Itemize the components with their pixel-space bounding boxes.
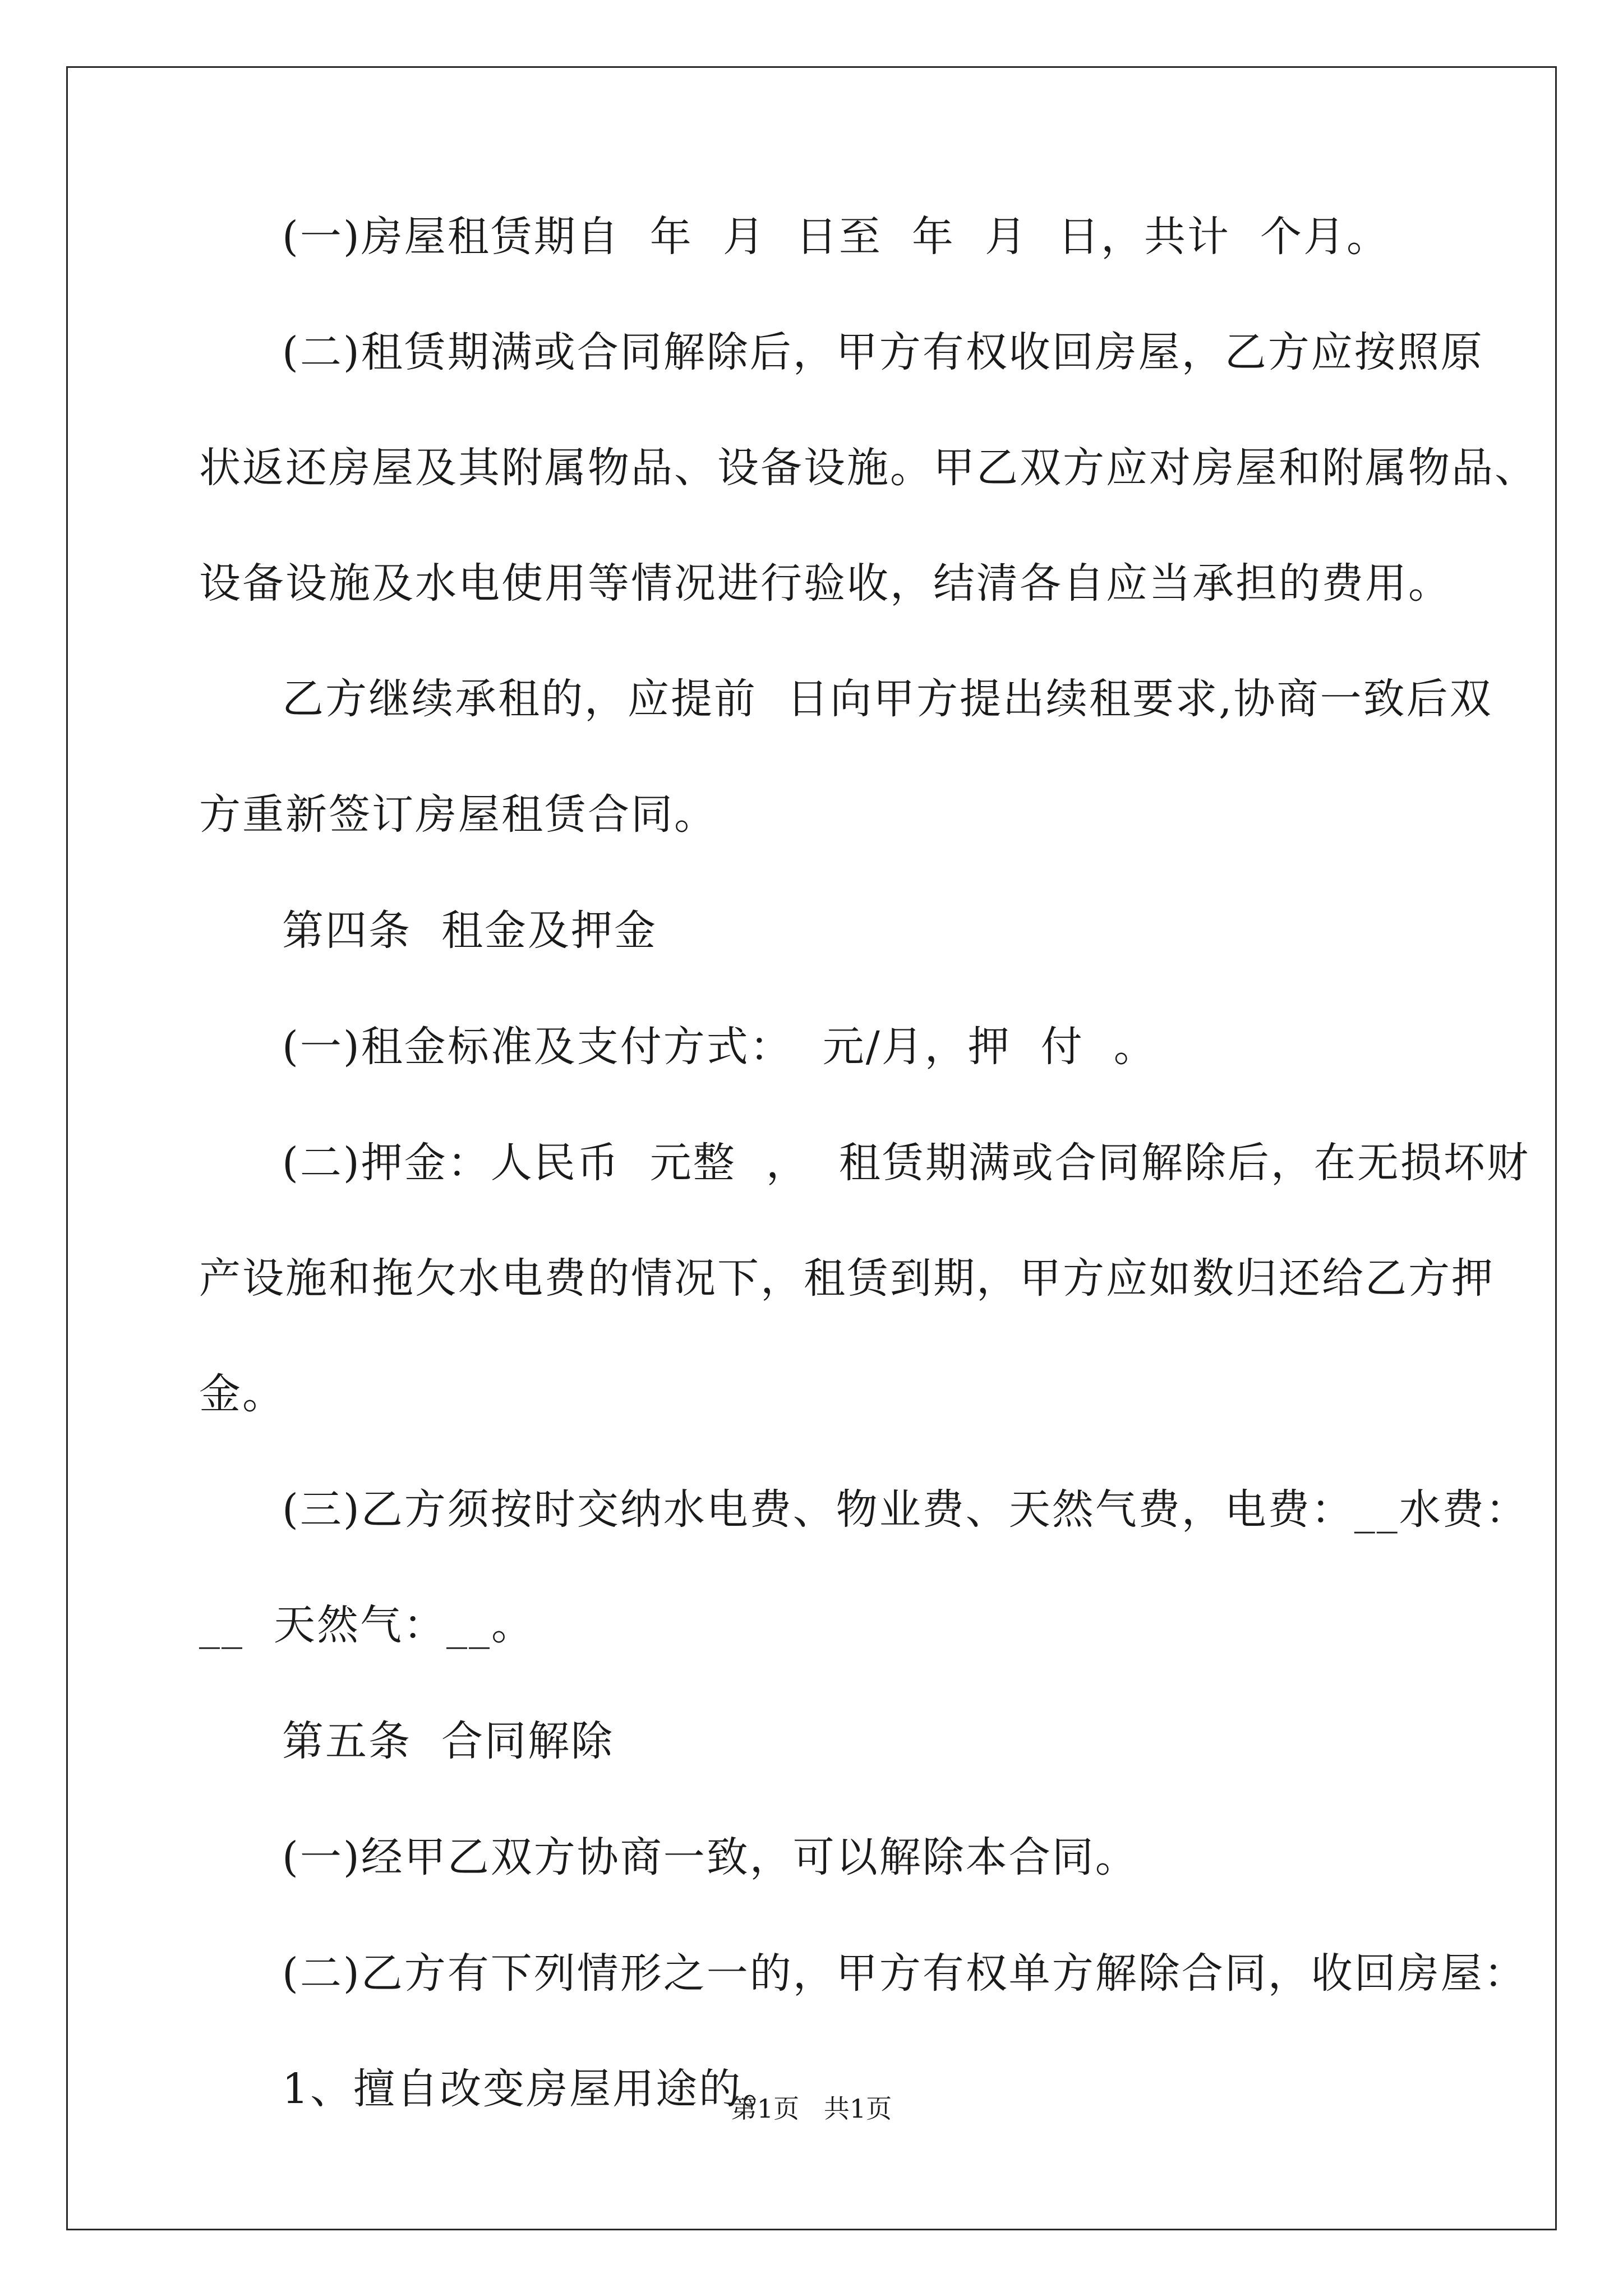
- paragraph-renewal-line-2: 方重新签订房屋租赁合同。: [199, 790, 717, 839]
- paragraph-mutual-termination: (一)经甲乙双方协商一致，可以解除本合同。: [282, 1833, 1138, 1881]
- paragraph-deposit-line-1: (二)押金：人民币 元整 ， 租赁期满或合同解除后，在无损坏财: [282, 1139, 1530, 1187]
- paragraph-utilities-line-2: __ 天然气：__。: [199, 1601, 535, 1649]
- document-body: [199, 213, 1538, 2113]
- paragraph-lease-end-line-3: 设备设施及水电使用等情况进行验收，结清各自应当承担的费用。: [199, 559, 1451, 608]
- section-heading-article-5: 第五条 合同解除: [282, 1717, 615, 1765]
- paragraph-deposit-line-3: 金。: [199, 1370, 285, 1418]
- paragraph-utilities-line-1: (三)乙方须按时交纳水电费、物业费、天然气费，电费：__水费：: [282, 1485, 1529, 1534]
- paragraph-renewal-line-1: 乙方继续承租的，应提前 日向甲方提出续租要求,协商一致后双: [282, 675, 1493, 723]
- section-heading-article-4: 第四条 租金及押金: [282, 907, 658, 955]
- paragraph-deposit-line-2: 产设施和拖欠水电费的情况下，租赁到期，甲方应如数归还给乙方押: [199, 1254, 1495, 1303]
- paragraph-rent-standard: (一)租金标准及支付方式： 元/月，押 付 。: [282, 1023, 1157, 1071]
- page-footer: 第1页 共1页: [731, 2093, 892, 2124]
- paragraph-lease-end-line-2: 状返还房屋及其附属物品、设备设施。甲乙双方应对房屋和附属物品、: [199, 444, 1538, 492]
- list-item-change-use: 1、擅自改变房屋用途的。: [282, 2065, 786, 2113]
- paragraph-lease-end-line-1: (二)租赁期满或合同解除后，甲方有权收回房屋，乙方应按照原: [282, 328, 1484, 376]
- paragraph-lease-term: (一)房屋租赁期自 年 月 日至 年 月 日，共计 个月。: [282, 213, 1390, 261]
- paragraph-unilateral-termination: (二)乙方有下列情形之一的，甲方有权单方解除合同，收回房屋：: [282, 1949, 1527, 1998]
